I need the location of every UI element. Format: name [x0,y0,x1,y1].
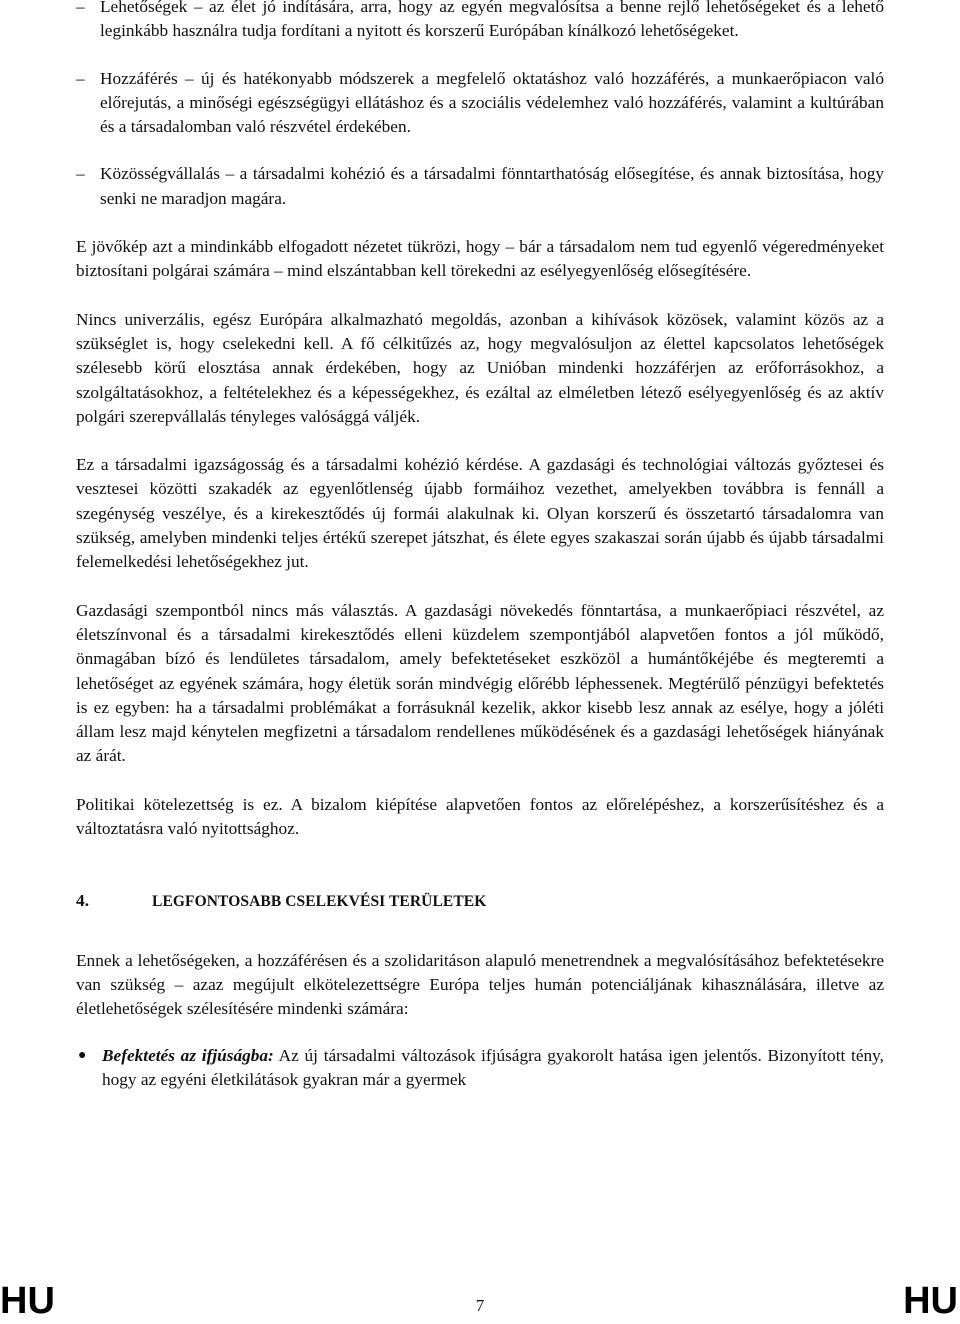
dash-marker: – [76,0,85,16]
body-paragraph: Gazdasági szempontból nincs más választás. A gazdasági növekedés fönntartása, a munkaerőpiaci részvétel, az életszínvonal és a társadalmi kirekesztődés elleni küzdelem szempontjából alapvetően fontos a jól működő, önmagában bízó és lendületes társadalom, amely befektetéseket eszközöl a humántőkéjébe és megteremti a lehetőséget az egyének számára, hogy életük során mindvégig előrébb léphessenek. Megtérülő pénzügyi befektetés is ez egyben: ha a társadalmi problémákat a forrásuknál kezelik, akkor kisebb lesz annak az esélye, hogy a jóléti állam lesz majd kénytelen megfizetni a társadalom rendellenes működésének és a gazdasági lehetőségek hiányának az árát. [76,600,884,766]
body-paragraph: Politikai kötelezettség is ez. A bizalom kiépítése alapvetően fontos az előrelépéshez, a korszerűsítéshez és a változtatásra való nyitottsághoz. [76,794,884,839]
section-title: LEGFONTOSABB CSELEKVÉSI TERÜLETEK [152,893,487,911]
bullet-icon: ● [78,1047,87,1063]
dash-list-item [76,0,884,44]
section-number: 4. [76,891,90,911]
dash-list-item [76,162,884,211]
body-paragraph: Nincs univerzális, egész Európára alkalmazható megoldás, azonban a kihívások közösek, valamint közös az a szükséglet is, hogy cselekedni kell. A fő célkitűzés az, hogy megvalósuljon az élettel kapcsolatos lehetőségek szélesebb körű elosztása annak érdekében, hogy az Unióban mindenki hozzáférjen az erőforrásokhoz, a szolgáltatásokhoz, a feltételekhez és a képességekhez, és ezáltal az elméletben létező esélyegyenlőség és az aktív polgári szerepvállalás tényleges valósággá váljék. [76,309,884,426]
bullet-list-item [76,1044,884,1093]
dash-marker: – [76,68,85,88]
body-paragraph: E jövőkép azt a mindinkább elfogadott nézetet tükrözi, hogy – bár a társadalom nem tud egyenlő végeredményeket biztosítani polgárai számára – mind elszántabban kell törekedni az esélyegyenlőség elősegítésére. [76,237,884,281]
dash-marker: – [76,164,85,184]
page-content [76,0,884,1092]
footer-language-right: HU [903,1280,958,1322]
bullet-text: Az új társadalmi változások ifjúságra gyakorolt hatása igen jelentős. Bizonyított tény, hogy az egyéni életkilátások gyakran már a gyermek [102,1045,884,1089]
dash-list-item [76,67,884,140]
dash-item-text: Közösségvállalás – a társadalmi kohézió és a társadalmi fönntarthatóság elősegítése, és annak biztosítása, hogy senki ne maradjon magára. [100,164,884,208]
dash-item-text: Hozzáférés – új és hatékonyabb módszerek a megfelelő oktatáshoz való hozzáférés, a munkaerőpiacon való előrejutás, a minőségi egészségügyi ellátáshoz és a szociális védelemhez való hozzáférés, valamint a kultúrában és a társadalomban való részvétel érdekében. [100,68,884,137]
section-heading [76,889,884,914]
body-paragraph: Ez a társadalmi igazságosság és a társadalmi kohézió kérdése. A gazdasági és technológiai változás győztesei és vesztesei közötti szakadék az egyenlőtlenség újabb formáihoz vezethet, amelyekben továbbra is fennáll a szegénység veszélye, és a kirekesztődés új formái alakulnak ki. Olyan korszerű és összetartó társadalomra van szükség, amelyben mindenki teljes értékű szerepet játszhat, és élete egyes szakaszai során újabb és újabb társadalmi felemelkedési lehetőségekhez jut. [76,455,884,572]
bullet-lead: Befektetés az ifjúságba: [102,1045,274,1065]
section-intro: Ennek a lehetőségeken, a hozzáférésen és a szolidaritáson alapuló menetrendnek a megvalósításához befektetésekre van szükség – azaz megújult elkötelezettségre Európa teljes humán potenciáljának kihasználására, illetve az életlehetőségek szélesítésére mindenki számára: [76,950,884,1019]
page-number: 7 [475,1295,485,1315]
footer-language-left: HU [0,1280,55,1322]
dash-item-text: Lehetőségek – az élet jó indítására, arra, hogy az egyén megvalósítsa a benne rejlő lehetőségeket és a lehető leginkább használra tudja fordítani a nyitott és korszerű Európában kínálkozó lehetőségeket. [100,0,884,41]
